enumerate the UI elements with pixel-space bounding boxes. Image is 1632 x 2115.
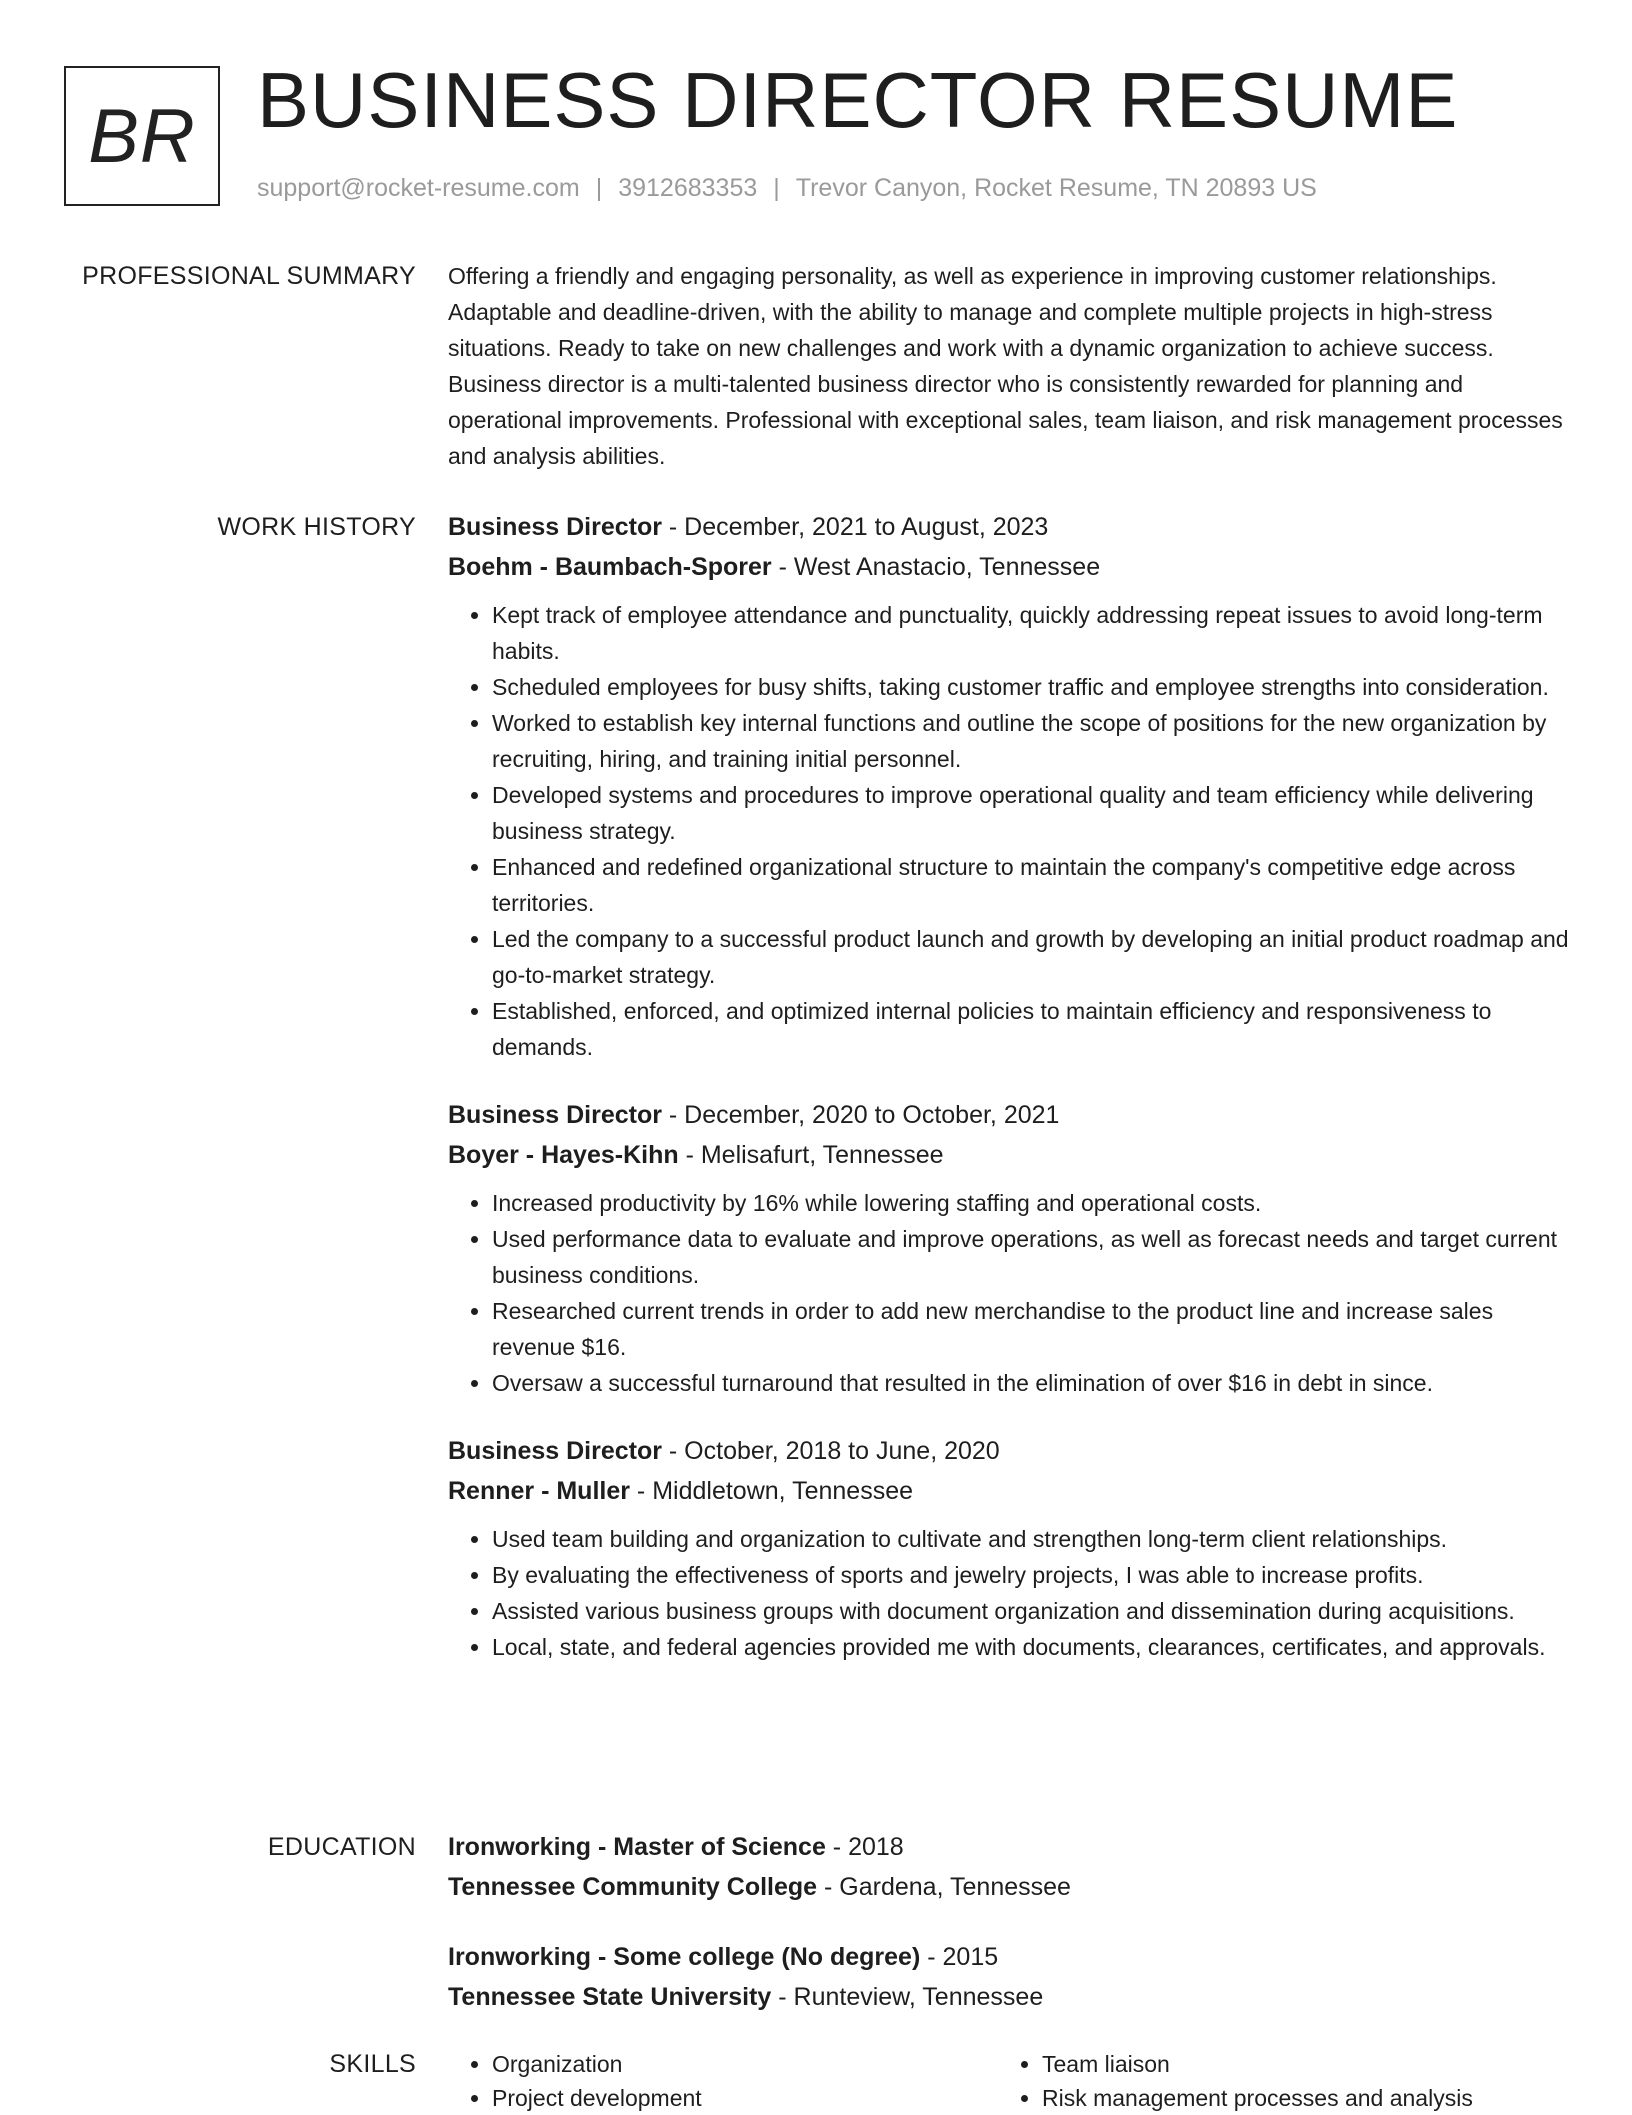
skills-column-left bbox=[448, 2047, 998, 2115]
job-bullet: • Led the company to a successful product launch and growth by developing an initial product roadmap and go-to-market strategy. bbox=[492, 921, 1578, 993]
job-bullet: • Scheduled employees for busy shifts, taking customer traffic and employee strengths into consideration. bbox=[492, 669, 1578, 705]
education-school-line bbox=[448, 1867, 1578, 1907]
job-bullet: • Enhanced and redefined organizational structure to maintain the company's competitive edge across territories. bbox=[492, 849, 1578, 921]
education-school: Tennessee State University bbox=[448, 1983, 772, 2011]
job-bullets bbox=[448, 597, 1578, 1065]
job-bullets bbox=[448, 1521, 1578, 1665]
job-title: Business Director bbox=[448, 1101, 662, 1129]
job-dates: - October, 2018 to June, 2020 bbox=[661, 1437, 1000, 1465]
contact-line bbox=[257, 174, 1317, 203]
job-bullet: • Assisted various business groups with document organization and dissemination during acquisitions. bbox=[492, 1593, 1578, 1629]
contact-email[interactable]: support@rocket-resume.com bbox=[257, 174, 580, 202]
job-bullets bbox=[448, 1185, 1578, 1401]
work-history-section bbox=[0, 507, 1632, 1695]
job-bullet: • Worked to establish key internal functions and outline the scope of positions for the new organization by recruiting, hiring, and training initial personnel. bbox=[492, 705, 1578, 777]
work-history-label: WORK HISTORY bbox=[217, 513, 416, 541]
education-entry bbox=[448, 1827, 1578, 1907]
education-section bbox=[0, 1827, 1632, 2047]
job-location: - Melisafurt, Tennessee bbox=[678, 1141, 944, 1169]
job-entry bbox=[448, 1431, 1578, 1665]
job-entry bbox=[448, 1095, 1578, 1401]
contact-separator: | bbox=[773, 174, 780, 202]
job-location: - Middletown, Tennessee bbox=[629, 1477, 914, 1505]
summary-body bbox=[448, 258, 1578, 474]
job-title-line bbox=[448, 507, 1578, 547]
summary-section bbox=[0, 258, 1632, 474]
job-bullet: • Used team building and organization to cultivate and strengthen long-term client relationships. bbox=[492, 1521, 1578, 1557]
education-degree: Ironworking - Master of Science bbox=[448, 1833, 826, 1861]
job-bullet: • Kept track of employee attendance and punctuality, quickly addressing repeat issues to avoid long-term habits. bbox=[492, 597, 1578, 669]
job-bullet: • By evaluating the effectiveness of sports and jewelry projects, I was able to increase profits. bbox=[492, 1557, 1578, 1593]
skills-label: SKILLS bbox=[329, 2050, 416, 2078]
summary-label: PROFESSIONAL SUMMARY bbox=[82, 262, 416, 290]
education-location: - Runteview, Tennessee bbox=[771, 1983, 1044, 2011]
contact-separator: | bbox=[595, 174, 603, 202]
job-dates: - December, 2021 to August, 2023 bbox=[661, 513, 1049, 541]
job-bullet: • Researched current trends in order to add new merchandise to the product line and increase sales revenue $16. bbox=[492, 1293, 1578, 1365]
resume-title: BUSINESS DIRECTOR RESUME bbox=[257, 56, 1459, 144]
job-company: Boyer - Hayes-Kihn bbox=[448, 1141, 679, 1169]
job-entry bbox=[448, 507, 1578, 1065]
job-location: - West Anastacio, Tennessee bbox=[771, 553, 1101, 581]
job-title: Business Director bbox=[448, 513, 662, 541]
job-bullet: • Developed systems and procedures to improve operational quality and team efficiency while delivering business strategy. bbox=[492, 777, 1578, 849]
education-degree: Ironworking - Some college (No degree) bbox=[448, 1943, 921, 1971]
education-year: - 2018 bbox=[825, 1833, 904, 1861]
job-bullet: • Used performance data to evaluate and improve operations, as well as forecast needs and target current business conditions. bbox=[492, 1221, 1578, 1293]
education-degree-line bbox=[448, 1937, 1578, 1977]
education-label: EDUCATION bbox=[267, 1833, 416, 1861]
education-degree-line bbox=[448, 1827, 1578, 1867]
job-title-line bbox=[448, 1431, 1578, 1471]
job-company: Boehm - Baumbach-Sporer bbox=[448, 553, 772, 581]
job-company: Renner - Muller bbox=[448, 1477, 630, 1505]
job-company-line bbox=[448, 547, 1578, 587]
skills-section bbox=[0, 2047, 1632, 2115]
skill-item: • Team liaison bbox=[1042, 2047, 1548, 2081]
skill-item: • Organization bbox=[492, 2047, 998, 2081]
job-company-line bbox=[448, 1135, 1578, 1175]
contact-phone[interactable]: 3912683353 bbox=[618, 174, 758, 202]
job-title-line bbox=[448, 1095, 1578, 1135]
skills-grid bbox=[448, 2047, 1578, 2115]
job-title: Business Director bbox=[448, 1437, 662, 1465]
education-body bbox=[448, 1827, 1578, 2047]
contact-address: Trevor Canyon, Rocket Resume, TN 20893 US bbox=[795, 174, 1317, 202]
summary-text: Offering a friendly and engaging personality, as well as experience in improving customer relationships. Adaptable and deadline-driven, with the ability to manage and complete multiple projects in high-stress situations. Ready to take on new challenges and work with a dynamic organization to achieve success. Business director is a multi-talented business director who is consistently rewarded for planning and operational improvements. Professional with exceptional sales, team liaison, and risk management processes and analysis abilities. bbox=[448, 263, 1563, 469]
job-bullet: • Local, state, and federal agencies provided me with documents, clearances, certificates, and approvals. bbox=[492, 1629, 1578, 1665]
education-year: - 2015 bbox=[920, 1943, 999, 1971]
job-bullet: • Increased productivity by 16% while lowering staffing and operational costs. bbox=[492, 1185, 1578, 1221]
job-dates: - December, 2020 to October, 2021 bbox=[661, 1101, 1060, 1129]
skills-body bbox=[448, 2047, 1578, 2115]
job-company-line bbox=[448, 1471, 1578, 1511]
skill-item: • Risk management processes and analysis bbox=[1042, 2081, 1548, 2115]
skill-item: • Project development bbox=[492, 2081, 998, 2115]
education-entry bbox=[448, 1937, 1578, 2017]
education-location: - Gardena, Tennessee bbox=[817, 1873, 1071, 1901]
skills-column-right bbox=[998, 2047, 1548, 2115]
education-school: Tennessee Community College bbox=[448, 1873, 818, 1901]
job-bullet: • Established, enforced, and optimized internal policies to maintain efficiency and responsiveness to demands. bbox=[492, 993, 1578, 1065]
work-history-body bbox=[448, 507, 1578, 1695]
monogram-logo: BR bbox=[64, 66, 220, 206]
education-school-line bbox=[448, 1977, 1578, 2017]
job-bullet: • Oversaw a successful turnaround that resulted in the elimination of over $16 in debt in since. bbox=[492, 1365, 1578, 1401]
